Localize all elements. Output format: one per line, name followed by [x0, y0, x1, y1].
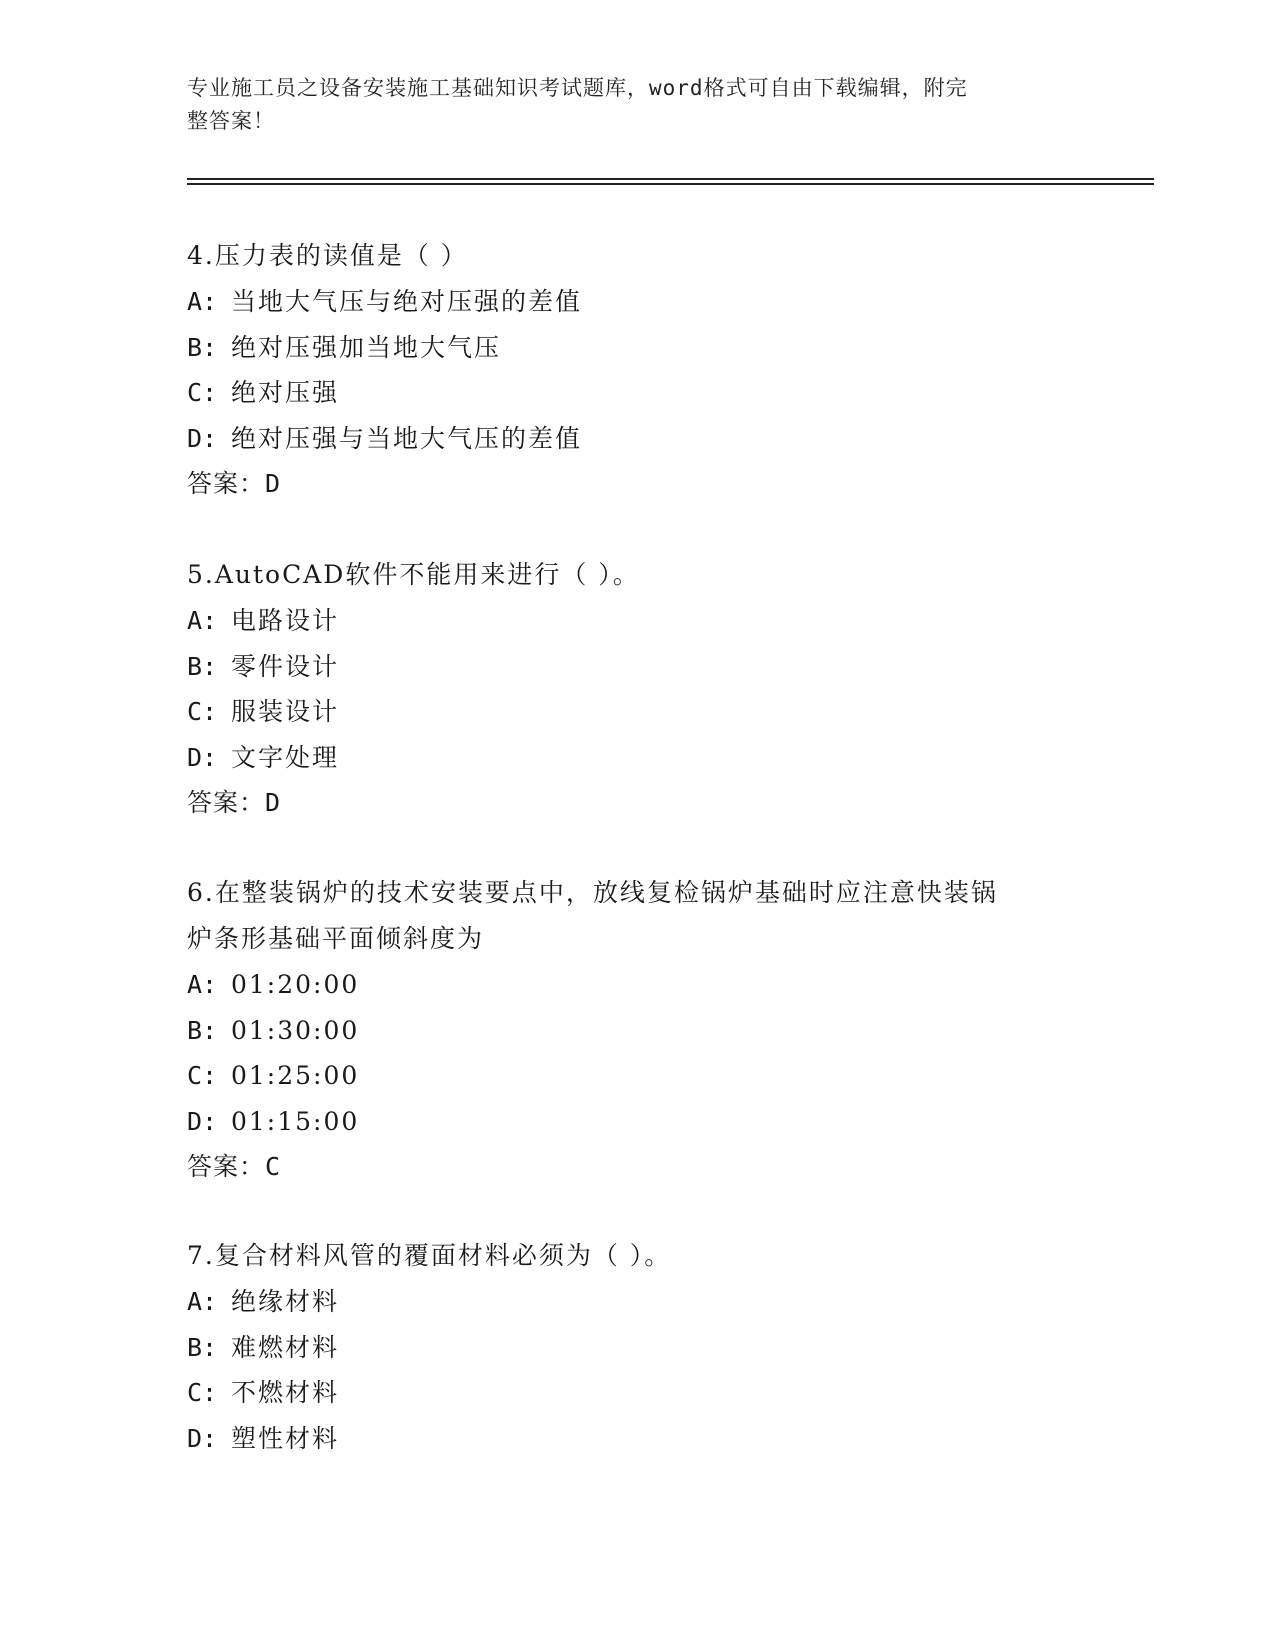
answer-label: 答案：	[187, 788, 266, 817]
question-stem: 4.压力表的读值是（ ）	[187, 241, 468, 270]
option-a	[187, 598, 1087, 644]
answer-line	[187, 461, 1087, 507]
option-b	[187, 644, 1087, 690]
option-text: 绝缘材料	[231, 1287, 340, 1316]
option-text: 绝对压强与当地大气压的差值	[231, 423, 583, 453]
question-stem-line-1: 6.在整装锅炉的技术安装要点中，放线复检锅炉基础时应注意快装锅	[187, 878, 998, 907]
option-c	[187, 1370, 1087, 1416]
option-b	[187, 1008, 1087, 1054]
option-letter: C:	[187, 378, 218, 407]
header-rule-top	[187, 178, 1154, 180]
question-7	[187, 1233, 1087, 1461]
option-b	[187, 1325, 1087, 1371]
header-rule-bottom	[187, 183, 1154, 185]
option-text: 塑性材料	[231, 1423, 340, 1453]
option-text: 01:20:00	[231, 970, 360, 999]
option-text: 绝对压强加当地大气压	[231, 332, 502, 362]
header-line-1: 专业施工员之设备安装施工基础知识考试题库，word格式可自由下载编辑，附完	[187, 76, 968, 100]
question-stem: 5.AutoCAD软件不能用来进行（ ）。	[187, 560, 640, 589]
option-letter: D:	[187, 1423, 218, 1453]
answer-label: 答案：	[187, 1152, 266, 1181]
option-d	[187, 416, 1087, 462]
option-letter: A:	[187, 1287, 218, 1316]
option-c	[187, 370, 1087, 416]
option-letter: A:	[187, 606, 218, 635]
answer-value: C	[265, 1152, 282, 1181]
option-text: 01:25:00	[231, 1061, 360, 1090]
option-text: 文字处理	[231, 742, 340, 772]
option-letter: D:	[187, 742, 218, 772]
answer-label: 答案：	[187, 469, 266, 498]
option-text: 当地大气压与绝对压强的差值	[231, 287, 583, 316]
option-text: 不燃材料	[231, 1378, 340, 1407]
question-stem-line-2: 炉条形基础平面倾斜度为	[187, 924, 485, 953]
option-text: 电路设计	[231, 606, 340, 635]
question-5	[187, 552, 1087, 826]
answer-line	[187, 780, 1087, 826]
option-d	[187, 1099, 1087, 1145]
answer-line	[187, 1144, 1087, 1190]
option-text: 难燃材料	[231, 1332, 340, 1362]
question-stem: 7.复合材料风管的覆面材料必须为（ ）。	[187, 1241, 672, 1270]
option-letter: B:	[187, 1015, 218, 1045]
option-text: 零件设计	[231, 651, 340, 681]
question-4	[187, 233, 1087, 507]
header-line-2: 整答案！	[187, 109, 275, 133]
document-header	[187, 72, 1067, 138]
option-letter: A:	[187, 970, 218, 999]
option-d	[187, 1416, 1087, 1462]
option-a	[187, 279, 1087, 325]
option-text: 绝对压强	[231, 378, 340, 407]
option-letter: B:	[187, 651, 218, 681]
option-a	[187, 1279, 1087, 1325]
option-text: 01:30:00	[231, 1015, 360, 1045]
option-c	[187, 689, 1087, 735]
option-letter: B:	[187, 1332, 218, 1362]
option-letter: D:	[187, 1106, 218, 1136]
option-text: 01:15:00	[231, 1106, 360, 1136]
option-letter: B:	[187, 332, 218, 362]
answer-value: D	[265, 469, 282, 498]
option-letter: A:	[187, 287, 218, 316]
option-d	[187, 735, 1087, 781]
option-letter: C:	[187, 1378, 218, 1407]
option-a	[187, 962, 1087, 1008]
answer-value: D	[265, 788, 282, 817]
option-text: 服装设计	[231, 697, 340, 726]
option-b	[187, 325, 1087, 371]
question-6	[187, 870, 1087, 1190]
option-letter: C:	[187, 697, 218, 726]
option-letter: D:	[187, 423, 218, 453]
option-letter: C:	[187, 1061, 218, 1090]
option-c	[187, 1053, 1087, 1099]
